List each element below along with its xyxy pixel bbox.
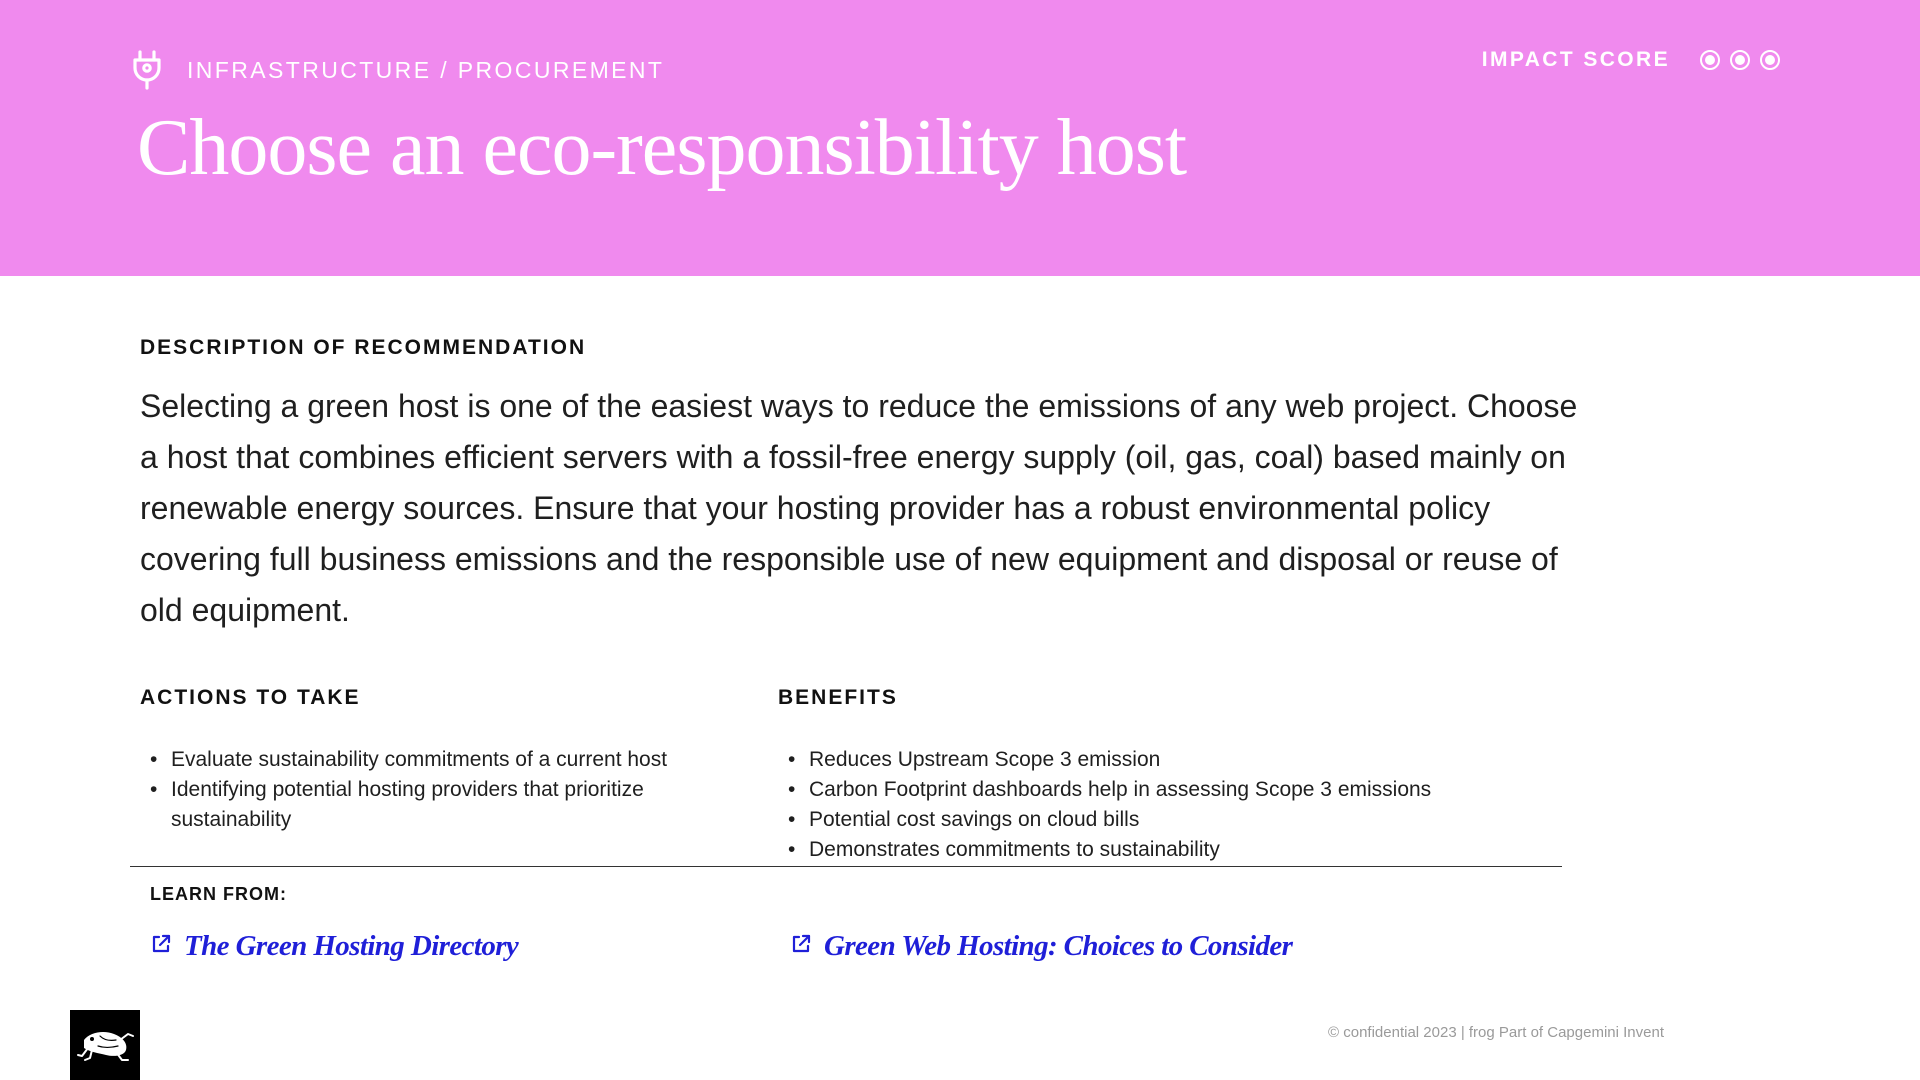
- page-title: Choose an eco-responsibility host: [137, 104, 1187, 192]
- actions-list: [140, 745, 720, 835]
- impact-score: [1482, 48, 1780, 72]
- description-text: Selecting a green host is one of the easiest ways to reduce the emissions of any web project. Choose a host that combines efficient servers with a fossil-free energy supply (oil, gas, coal) based mainly on renewable energy sources. Ensure that your hosting provider has a robust environmental policy covering full business emissions and the responsible use of new equipment and disposal or reuse of old equipment.: [140, 388, 1578, 628]
- list-item: • Evaluate sustainability commitments of a current host: [140, 745, 720, 775]
- breadcrumb: INFRASTRUCTURE / PROCUREMENT: [187, 56, 665, 83]
- benefits-list: [778, 745, 1538, 865]
- footer-copyright: © confidential 2023 | frog Part of Capgemini Invent: [1328, 1024, 1664, 1041]
- list-item: • Identifying potential hosting providers that prioritize sustainability: [140, 775, 720, 835]
- impact-dot-icon: [1700, 50, 1720, 70]
- benefits-heading: BENEFITS: [778, 686, 898, 709]
- external-link-icon: [790, 933, 824, 960]
- external-link-icon: [150, 933, 184, 960]
- actions-heading: ACTIONS TO TAKE: [140, 686, 361, 709]
- impact-dot-icon: [1760, 50, 1780, 70]
- link-label: Green Web Hosting: Choices to Consider: [824, 930, 1293, 962]
- plug-icon: [131, 50, 163, 90]
- impact-dot-icon: [1730, 50, 1750, 70]
- learn-from-heading: LEARN FROM:: [150, 884, 287, 904]
- header-band: [0, 0, 1920, 276]
- list-item: • Potential cost savings on cloud bills: [778, 805, 1538, 835]
- green-web-hosting-link[interactable]: [790, 930, 1292, 963]
- frog-logo-icon: [70, 1010, 140, 1080]
- list-item: • Carbon Footprint dashboards help in assessing Scope 3 emissions: [778, 775, 1538, 805]
- description-heading: DESCRIPTION OF RECOMMENDATION: [140, 336, 587, 359]
- divider: [130, 866, 1562, 867]
- impact-score-label: IMPACT SCORE: [1481, 48, 1670, 71]
- green-hosting-directory-link[interactable]: [150, 930, 518, 963]
- list-item: • Demonstrates commitments to sustainability: [778, 835, 1538, 865]
- breadcrumb-row: [131, 50, 664, 90]
- list-item: • Reduces Upstream Scope 3 emission: [778, 745, 1538, 775]
- link-label: The Green Hosting Directory: [184, 930, 519, 962]
